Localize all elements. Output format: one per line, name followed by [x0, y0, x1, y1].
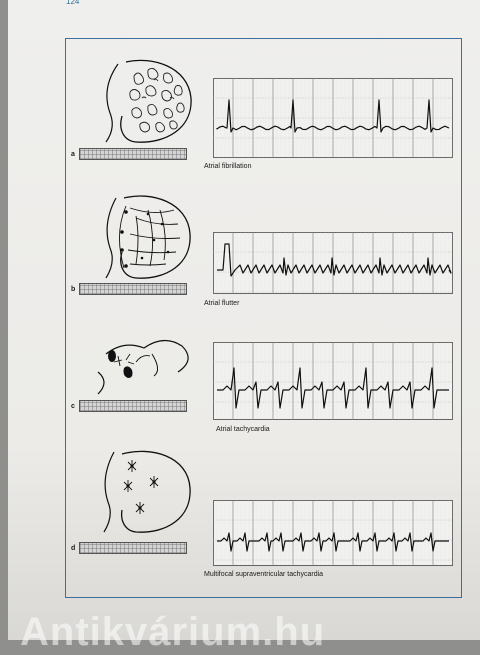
- heart-diagram-d: [96, 448, 196, 540]
- ecg-strip-small-c: [79, 400, 187, 412]
- ecg-strip-small-a: [79, 148, 187, 160]
- caption-multifocal-svt: Multifocal supraventricular tachycardia: [204, 571, 324, 578]
- panel-c-letter: c: [71, 403, 75, 410]
- ecg-strip-small-d: [79, 542, 187, 554]
- panel-a-letter: a: [71, 151, 75, 158]
- caption-atrial-tachycardia: Atrial tachycardia: [216, 426, 270, 433]
- page-number: 124: [66, 0, 80, 6]
- ecg-trace-b: [213, 232, 453, 294]
- heart-diagram-c: [92, 332, 196, 402]
- heart-diagram-b: [96, 194, 196, 286]
- book-page: [8, 0, 480, 640]
- ecg-trace-c: [213, 342, 453, 420]
- heart-diagram-a: [96, 58, 196, 150]
- ecg-trace-d: [213, 500, 453, 566]
- ecg-trace-a: [213, 78, 453, 158]
- watermark: Antikvárium.hu: [20, 610, 326, 654]
- ecg-strip-small-b: [79, 283, 187, 295]
- caption-atrial-flutter: Atrial flutter: [204, 300, 240, 307]
- panel-d-letter: d: [71, 545, 76, 552]
- caption-atrial-fibrillation: Atrial fibrillation: [204, 163, 252, 170]
- panel-b-letter: b: [71, 286, 76, 293]
